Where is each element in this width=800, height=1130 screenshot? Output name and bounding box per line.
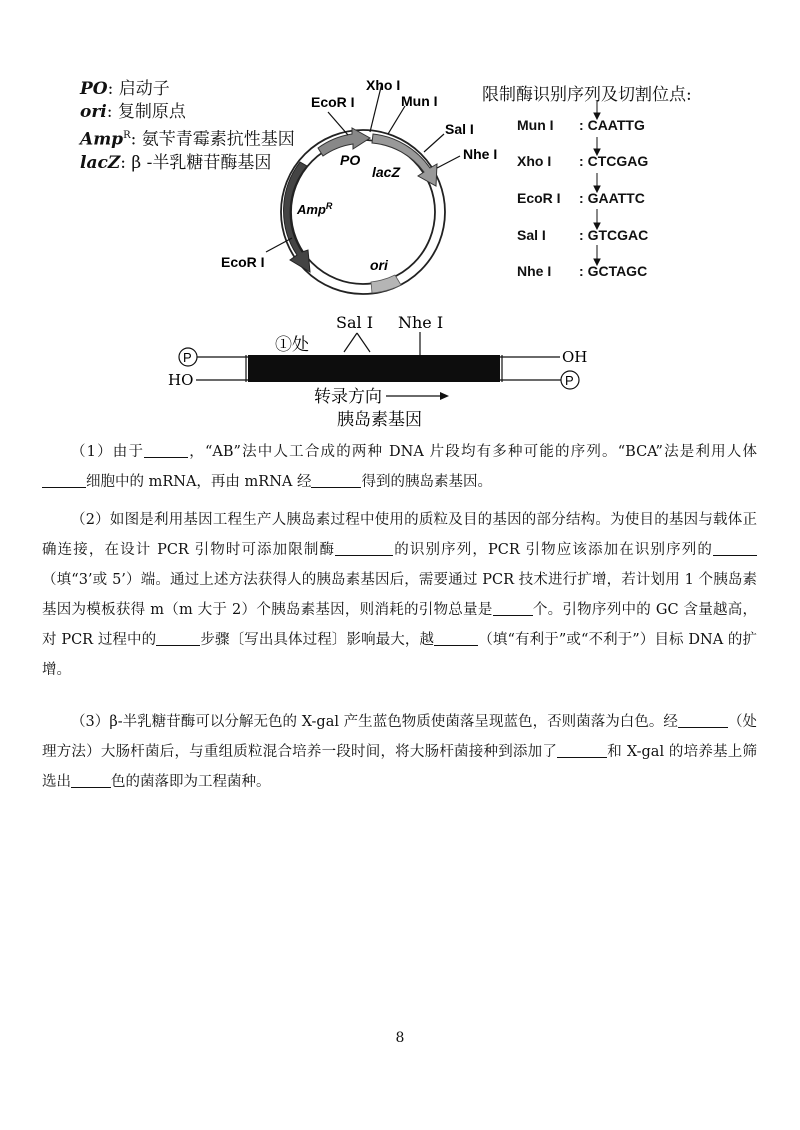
ho-label: HO (168, 371, 194, 389)
answer-blank[interactable] (434, 631, 478, 647)
answer-blank[interactable] (713, 541, 757, 557)
insulin-gene-block (248, 355, 500, 382)
lacz-label: lacZ (372, 164, 401, 180)
answer-blank[interactable] (335, 541, 393, 557)
answer-blank[interactable] (678, 713, 728, 729)
question-1: （1）由于 ，“AB”法中人工合成的两种 DNA 片段均有多种可能的序列。“BCA”法是利用人体细胞中的 mRNA，再由 mRNA 经 得到的胰岛素基因。 (42, 437, 757, 497)
mun-line (388, 106, 405, 134)
mun-label: Mun I (401, 93, 438, 109)
ori-label: ori (370, 257, 388, 273)
answer-blank[interactable] (144, 443, 188, 459)
answer-blank[interactable] (557, 743, 607, 759)
answer-blank[interactable] (156, 631, 200, 647)
oh-label: OH (562, 348, 588, 366)
enzyme-row-xho: Xho I : CTCGAG (517, 153, 649, 169)
amp-label: Amp$^R$ (297, 201, 333, 217)
sal-line (424, 134, 444, 152)
question-3: （3）β-半乳糖苷酶可以分解无色的 X-gal 产生蓝色物质使菌落呈现蓝色，否则菌落为白色。经 （处理方法）大肠杆菌后，与重组质粒混合培养一段时间，将大肠杆菌接种到添加了 和 X-gal 的培养基上筛选出 色的菌落即为工程菌种。 (42, 714, 758, 790)
plasmid-diagram (0, 0, 800, 440)
ecor-left-label: EcoR I (221, 254, 265, 270)
gene-label: 胰岛素基因 (337, 410, 422, 430)
enzyme-row-nhe: Nhe I : GCTAGC (517, 263, 648, 279)
sal-gene-line-right (357, 333, 370, 352)
answer-blank[interactable] (311, 473, 361, 489)
enzyme-row-sal: Sal I : GTCGAC (517, 227, 649, 243)
page-number: 8 (395, 1030, 405, 1046)
legend-ori: ori: 复制原点 (80, 102, 186, 122)
phosphate-right-label: P (565, 373, 574, 388)
xho-label: Xho I (366, 77, 401, 93)
nhe-gene-label: Nhe I (398, 313, 444, 332)
answer-blank[interactable] (71, 773, 111, 789)
ecor-top-label: EcoR I (311, 94, 355, 110)
po-label: PO (340, 152, 361, 168)
phosphate-left-label: P (183, 350, 192, 365)
direction-label: 转录方向 (314, 387, 382, 407)
legend-po: PO: 启动子 (80, 79, 170, 99)
answer-blank[interactable] (493, 601, 533, 617)
ecor-top-line (328, 112, 348, 135)
enzyme-table-title: 限制酶识别序列及切割位点: (482, 85, 692, 105)
sal-label: Sal I (445, 121, 474, 137)
direction-arrow-head (440, 392, 449, 400)
site-1-label: ①处 (275, 335, 309, 355)
legend-amp: Amp$^R$: 氨苄青霉素抗性基因 (80, 129, 295, 150)
nhe-label: Nhe I (463, 146, 498, 162)
enzyme-row-ecor: EcoR I : GAATTC (517, 190, 645, 206)
ori-region (371, 275, 401, 293)
question-2: （2）如图是利用基因工程生产人胰岛素过程中使用的质粒及目的基因的部分结构。为使目的基因与载体正确连接，在设计 PCR 引物时可添加限制酶 的识别序列，PCR 引物应该添加在识别序列的（填“3’或 5’）端。通过上述方法获得人的胰岛素基因后，需要通过 PCR 技术进行扩增，若计划用 1 个胰岛素基因为模板获得 m（m 大于 2）个胰岛素基因，则消耗的引物总量是 个。引物序列中的 GC 含量越高，对 PCR 过程中的 步骤〔写出具体过程〕影响最大，越 （填“有利于”或“不利于”）目标 DNA 的扩增。 (42, 512, 757, 678)
enzyme-row-mun: Mun I : CAATTG (517, 117, 645, 133)
sal-gene-label: Sal I (336, 313, 374, 332)
answer-blank[interactable] (42, 473, 86, 489)
sal-gene-line-left (344, 333, 357, 352)
nhe-line (437, 156, 460, 168)
legend-lacz: lacZ: β -半乳糖苷酶基因 (80, 152, 272, 173)
